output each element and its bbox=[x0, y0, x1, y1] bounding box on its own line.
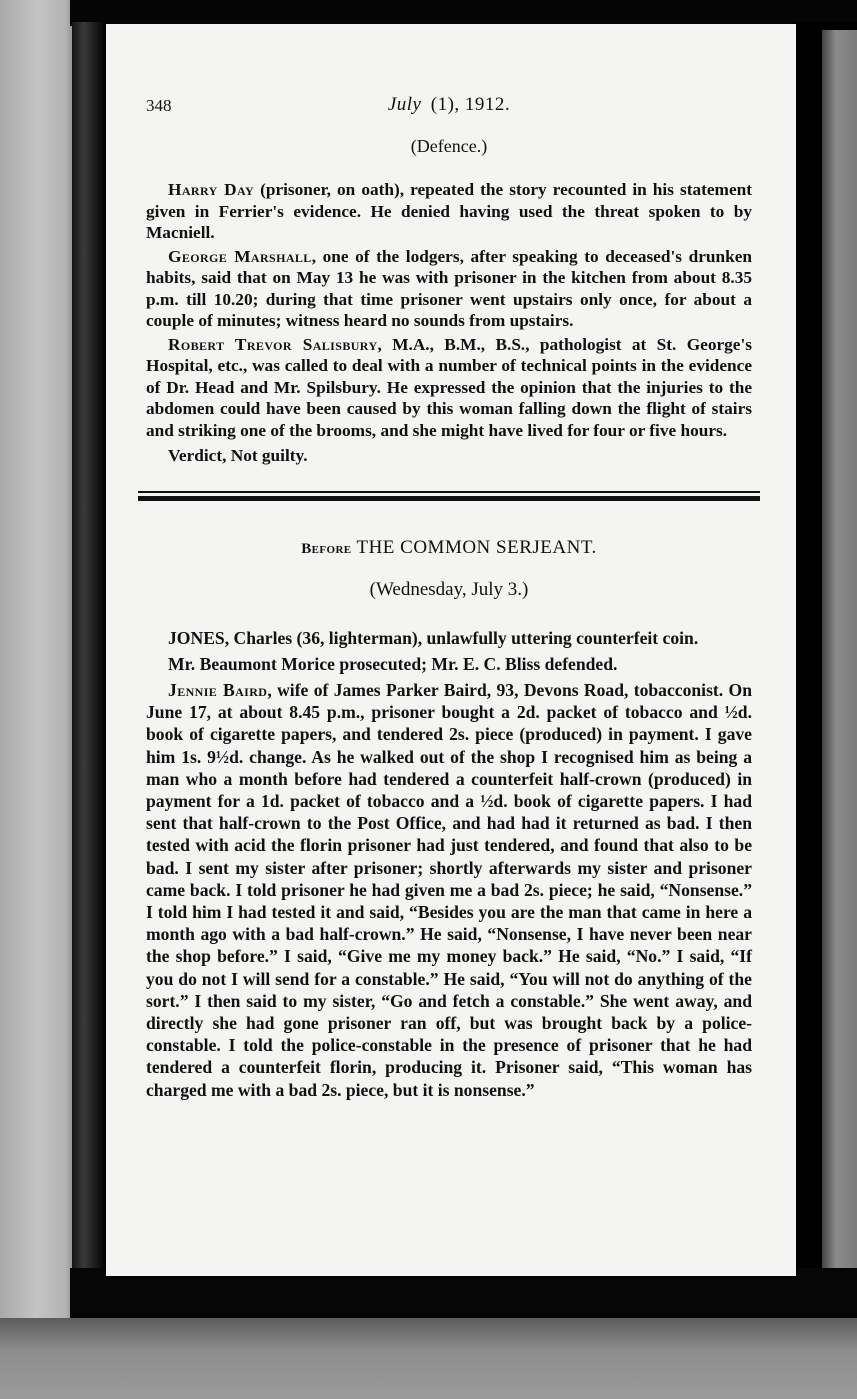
paragraph-george-marshall bbox=[146, 246, 752, 332]
divider-thin bbox=[138, 491, 760, 493]
verdict: Verdict, Not guilty. bbox=[168, 446, 308, 465]
witness-name: George Marshall bbox=[168, 246, 312, 266]
paragraph-text: , wife of James Parker Baird, 93, Devons Road, tobacconist. On June 17, at about 8.45 p.m., prisoner bought a 2d. packet of tobacco and ½d. book of cigarette papers, and tendered 2s. piece (produced) in payment. I gave him 1s. 9½d. change. As he walked out of the shop I recognised him as being a man who a month before had tendered a counterfeit half-crown (produced) in payment for a 1d. packet of tobacco and a ½d. book of cigarette papers. I had sent that half-crown to the Post Office, and had had it returned as bad. I then tested with acid the florin prisoner had just tendered, and found that also to be bad. I sent my sister after prisoner; shortly afterwards my sister and prisoner came back. I told prisoner he had given me a bad 2s. piece; he said, “Nonsense.” I told him I had tested it and said, “Besides you are the man that came in here a month ago with a bad half-crown.” He said, “Nonsense, I have never been near the shop before.” I said, “Give me my money back.” He said, “No.” I said, “If you do not I will send for a constable.” He said, “You will not do anything of the sort.” I then said to my sister, “Go and fetch a constable.” She went away, and directly she had gone prisoner ran off, but was brought back by a police-constable. I told the police-constable in the presence of prisoner that he had tendered a counterfeit florin, producing it. Prisoner said, “This woman has charged me with a bad 2s. piece, but it is nonsense.” bbox=[146, 679, 752, 1100]
right-page-edge bbox=[792, 22, 857, 1292]
paragraph-text: , one of the lodgers, after speaking to deceased's drunken habits, said that on May 13 he was with prisoner in the kitchen from about 8.35 p.m. till 10.20; during that time prisoner went upstairs only once, for about a couple of minutes; witness heard no sounds from upstairs. bbox=[146, 246, 752, 330]
next-page-sliver bbox=[822, 30, 857, 1280]
witness-name: Jennie Baird bbox=[168, 679, 268, 700]
trial-section bbox=[146, 627, 752, 1101]
paragraph-robert-salisbury bbox=[146, 334, 752, 442]
header-date bbox=[146, 94, 752, 116]
paragraph-text: , M.A., B.M., B.S., pathologist at St. George's Hospital, etc., was called to deal with a number of technical points in the evidence of Dr. Head and Mr. Spilsbury. He expressed the opinion that the injuries to the abdomen could have been caused by this woman falling down the flight of stairs and striking one of the brooms, and she might have lived for four or five hours. bbox=[146, 334, 752, 440]
court-heading bbox=[146, 537, 752, 559]
witness-name: Robert Trevor Salisbury bbox=[168, 334, 378, 354]
paragraph-harry-day bbox=[146, 179, 752, 244]
background-surface bbox=[0, 1318, 857, 1399]
paragraph-jennie-baird bbox=[146, 679, 752, 1101]
section-divider bbox=[138, 491, 760, 501]
header-date-rest: (1), 1912. bbox=[430, 94, 511, 115]
book-page bbox=[106, 24, 796, 1276]
paragraph-text: (prisoner, on oath), repeated the story recounted in his statement given in Ferrier's evidence. He denied having used the threat spoken to by Macniell. bbox=[146, 180, 752, 242]
court-date: (Wednesday, July 3.) bbox=[369, 578, 529, 600]
witness-name: Harry Day bbox=[168, 180, 255, 199]
header-month: July bbox=[387, 94, 422, 115]
paragraph-counsel: Mr. Beaumont Morice prosecuted; Mr. E. C. Bliss defended. bbox=[168, 653, 618, 674]
book-spine bbox=[72, 22, 106, 1282]
left-page-edge bbox=[0, 0, 82, 1399]
paragraph-charge: JONES, Charles (36, lighterman), unlawfully uttering counterfeit coin. bbox=[168, 627, 699, 648]
court-serjeant: THE COMMON SERJEANT. bbox=[356, 536, 597, 558]
running-head bbox=[146, 94, 752, 124]
court-before: Before bbox=[301, 540, 352, 557]
section-label: (Defence.) bbox=[410, 136, 488, 156]
defence-section bbox=[146, 179, 752, 467]
top-shadow bbox=[70, 0, 857, 26]
page-number: 348 bbox=[146, 96, 172, 115]
divider-thick bbox=[138, 496, 760, 501]
